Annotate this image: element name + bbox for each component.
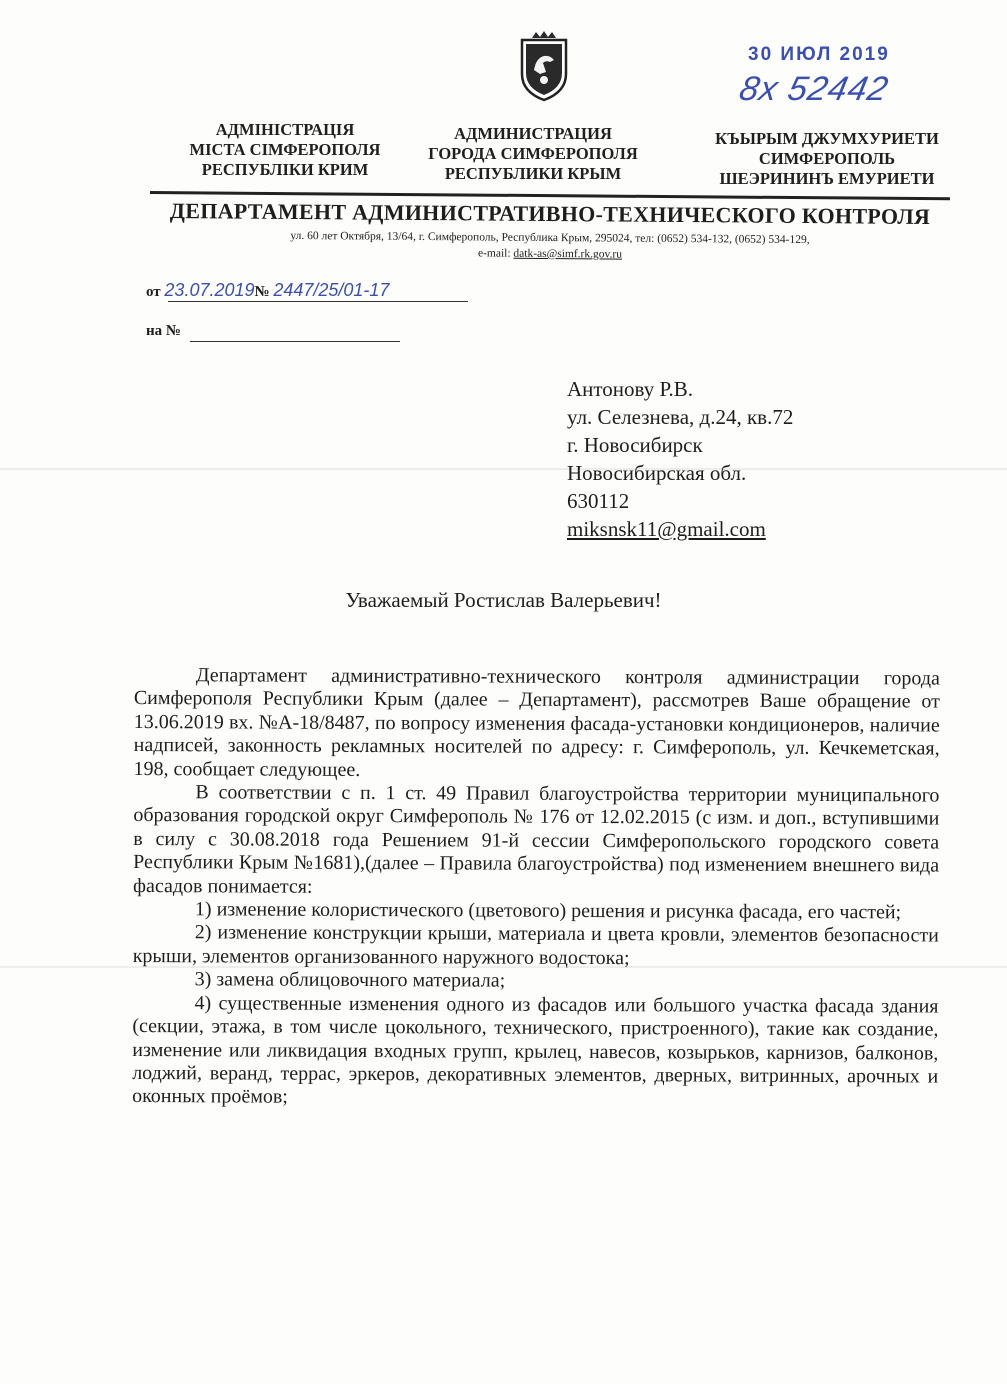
- header-ru-line-1: АДМИНИСТРАЦИЯ: [454, 124, 612, 143]
- registration-stamp-date: 30 ИЮЛ 2019: [748, 44, 890, 65]
- recipient-street: ул. Селезнева, д.24, кв.72: [567, 405, 794, 429]
- reply-to-label: на №: [146, 323, 181, 339]
- department-address: ул. 60 лет Октября, 13/64, г. Симферополь, Республика Крым, 295024, тел: (0652) 534-132, (0652) 534-129,: [290, 229, 810, 247]
- recipient-email[interactable]: miksnsk11@gmail.com: [567, 517, 766, 541]
- header-ukrainian: [165, 120, 405, 180]
- crimea-emblem-icon: [516, 30, 572, 102]
- header-russian: [408, 124, 658, 184]
- recipient-zip: 630112: [567, 489, 630, 513]
- letter-body: [132, 664, 940, 1112]
- header-crh-line-1: КЪЫРЫМ ДЖУМХУРИЕТИ: [715, 129, 939, 148]
- outgoing-reference: [146, 280, 389, 301]
- header-ua-line-1: АДМІНІСТРАЦІЯ: [215, 120, 355, 139]
- greeting: Уважаемый Ростислав Валерьевич!: [345, 588, 662, 612]
- list-item-1: 1) изменение колористического (цветового) решения и рисунка фасада, его частей;: [194, 898, 902, 924]
- department-title: ДЕПАРТАМЕНТ АДМИНИСТРАТИВНО-ТЕХНИЧЕСКОГО КОНТРОЛЯ: [169, 198, 931, 229]
- number-label: №: [254, 284, 270, 300]
- department-email-line: [150, 245, 950, 263]
- paragraph-rules: В соответствии с п. 1 ст. 49 Правил благоустройства территории муниципального образования городской округ Симферополь № 176 от 12.02.2015 (с изм. и доп., вступившими в силу с 30.08.2018 года Решением 91-й сессии Симферопольского городского совета Республики Крым №1681),(далее – Правила благоустройства) под изменением внешнего вида фасадов понимается:: [132, 781, 940, 898]
- header-crh-line-2: СИМФЕРОПОЛЬ: [758, 149, 896, 168]
- outgoing-date: 23.07.2019: [164, 280, 255, 300]
- list-item-3: 3) замена облицовочного материала;: [194, 968, 506, 992]
- outgoing-number: 2447/25/01-17: [273, 280, 390, 300]
- header-ua-line-3: РЕСПУБЛІКИ КРИМ: [201, 160, 369, 179]
- header-crimean-tatar: [672, 129, 982, 189]
- recipient-city: г. Новосибирск: [567, 433, 703, 457]
- list-item-4: 4) существенные изменения одного из фасадов или большого участка фасада здания (секции, этажа, в том числе цокольного, технического, пристроенного), такие как создание, изменение или ликвидация входных групп, крылец, навесов, козырьков, карнизов, балконов, лоджий, веранд, террас, эркеров, декоративных элементов, дверных, витринных, арочных и оконных проёмов;: [132, 991, 939, 1108]
- outgoing-underline: [168, 301, 468, 302]
- email-label: e-mail:: [477, 247, 514, 260]
- recipient-block: [567, 375, 793, 543]
- recipient-region: Новосибирская обл.: [567, 461, 747, 485]
- header-ru-line-3: РЕСПУБЛИКИ КРЫМ: [444, 164, 622, 183]
- department-email[interactable]: datk-as@simf.rk.gov.ru: [513, 247, 623, 261]
- paragraph-intro: Департамент административно-технического контроля администрации города Симферополя Республики Крым (далее – Департамент), рассмотрев Ваше обращение от 13.06.2019 вх. №А-18/8487, по вопросу изменения фасада-установки кондиционеров, наличие надписей, законность рекламных носителей по адресу: г. Симферополь, ул. Кечкеметская, 198, сообщает следующее.: [133, 664, 940, 781]
- recipient-name: Антонову Р.В.: [567, 377, 694, 401]
- from-label: от: [146, 284, 161, 300]
- header-ua-line-2: МІСТА СІМФЕРОПОЛЯ: [189, 140, 381, 159]
- list-item-2: 2) изменение конструкции крыши, материала и цвета кровли, элементов безопасности крыши, элементов организованного наружного водостока;: [132, 921, 939, 970]
- reply-to-underline: [190, 341, 400, 342]
- header-ru-line-2: ГОРОДА СИМФЕРОПОЛЯ: [428, 144, 638, 163]
- header-crh-line-3: ШЕЭРИНИНЪ ЕМУРИЕТИ: [719, 169, 935, 188]
- registration-stamp-number: 8х 52442: [736, 70, 893, 108]
